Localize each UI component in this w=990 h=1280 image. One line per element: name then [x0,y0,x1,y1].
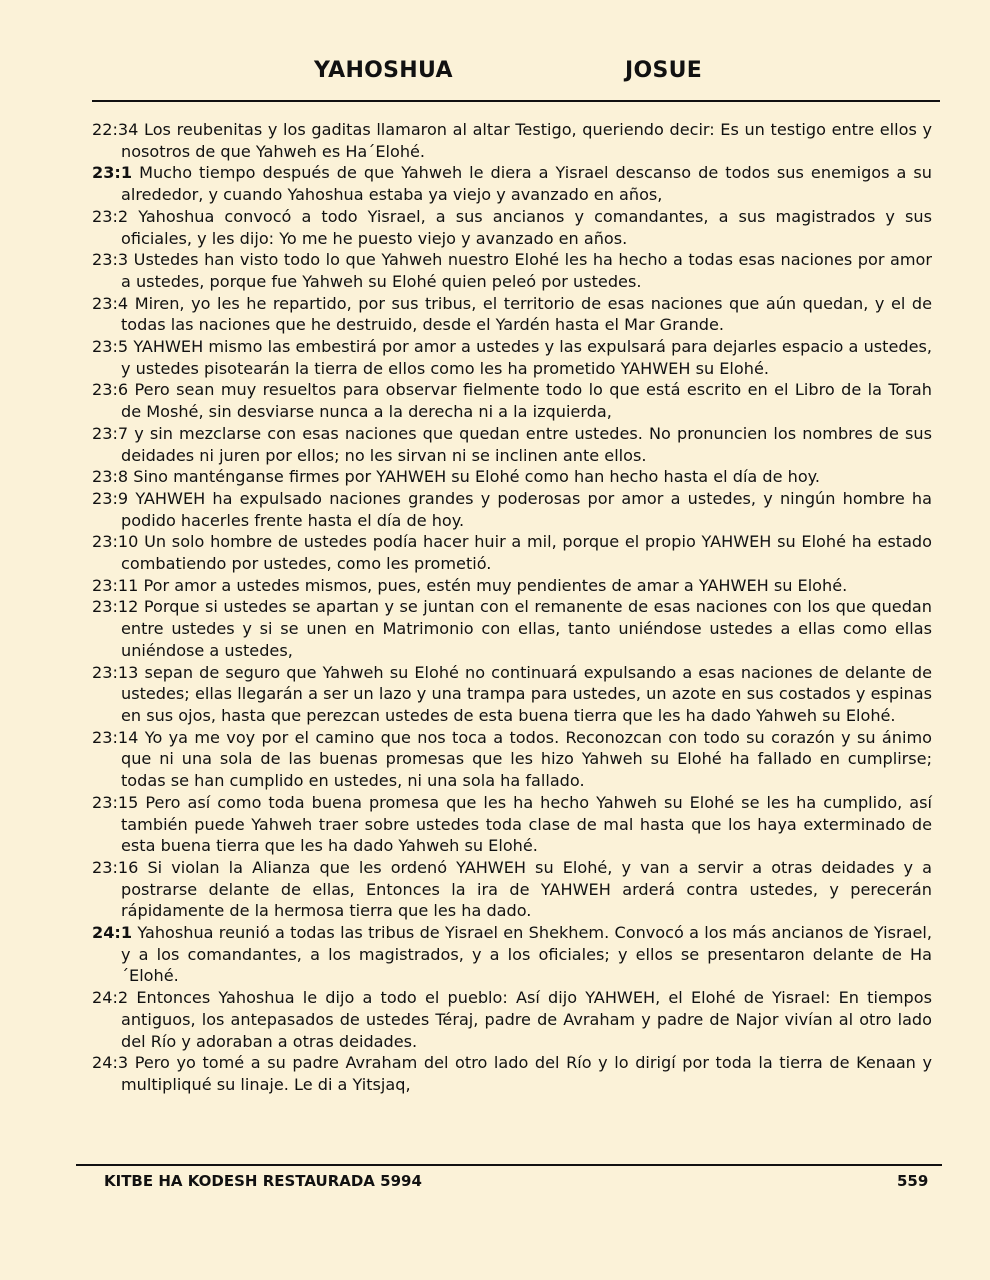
verse-text: Los reubenitas y los gaditas llamaron al altar Testigo, queriendo decir: Es un testigo entre ellos y nosotros de que Yahweh es Ha´Elohé. [121,120,932,161]
verse-text: YAHWEH ha expulsado naciones grandes y poderosas por amor a ustedes, y ningún hombre ha podido hacerles frente hasta el día de hoy. [121,488,932,530]
verse-reference: 23:16 [92,857,139,877]
verse-reference: 23:12 [92,597,139,617]
verse [92,727,932,792]
verse-reference: 24:3 [92,1053,129,1073]
verse [92,596,932,661]
verse [92,206,932,249]
verse-text: Si violan la Alianza que les ordenó YAHWEH su Elohé, y van a servir a otras deidades y a postrarse delante de ellas, Entonces la ira de YAHWEH arderá contra ustedes, y perecerán rápidamente de la hermosa tierra que les ha dado. [121,857,932,921]
verse-text: Por amor a ustedes mismos, pues, estén muy pendientes de amar a YAHWEH su Elohé. [143,575,848,595]
verse-text: Yahoshua reunió a todas las tribus de Yisrael en Shekhem. Convocó a los más ancianos de Yisrael, y a los comandantes, a los magistrados, y a los oficiales; y ellos se presentaron delante de Ha´Elohé. [121,923,932,986]
header-rule [92,100,940,102]
verse-list [92,119,932,1096]
verse [92,662,932,727]
verse-reference: 23:11 [92,575,139,595]
verse-text: Pero sean muy resueltos para observar fielmente todo lo que está escrito en el Libro de la Torah de Moshé, sin desviarse nunca a la derecha ni a la izquierda, [121,380,932,422]
verse-reference: 23:6 [92,380,129,400]
verse-text: Pero así como toda buena promesa que les ha hecho Yahweh su Elohé se les ha cumplido, así también puede Yahweh traer sobre ustedes toda clase de mal hasta que los haya exterminado de esta buena tierra que les ha dado Yahweh su Elohé. [121,792,932,856]
verse [92,293,932,336]
verse-text: Sino manténganse firmes por YAHWEH su Elohé como han hecho hasta el día de hoy. [133,467,821,487]
verse-reference: 23:15 [92,792,139,812]
verse [92,1052,932,1095]
verse-reference: 23:10 [92,532,139,552]
verse-text: Pero yo tomé a su padre Avraham del otro lado del Río y lo dirigí por toda la tierra de Kenaan y multipliqué su linaje. Le di a Yitsjaq, [121,1053,932,1094]
verse-text: Miren, yo les he repartido, por sus tribus, el territorio de esas naciones que aún quedan, y el de todas las naciones que he destruido, desde el Yardén hasta el Mar Grande. [121,293,932,335]
verse-text: Un solo hombre de ustedes podía hacer huir a mil, porque el propio YAHWEH su Elohé ha estado combatiendo por ustedes, como les prometió. [121,532,932,574]
verse-reference: 23:8 [92,467,129,487]
verse [92,379,932,422]
verse [92,575,932,597]
verse [92,792,932,857]
verse [92,336,932,379]
verse-text: Mucho tiempo después de que Yahweh le diera a Yisrael descanso de todos sus enemigos a su alrededor, y cuando Yahoshua estaba ya viejo y avanzado en años, [121,163,932,205]
verse [92,162,932,205]
verse-text: YAHWEH mismo las embestirá por amor a ustedes y las expulsará para dejarles espacio a ustedes, y ustedes pisotearán la tierra de ellos como les ha prometido YAHWEH su Elohé. [121,337,932,378]
verse-reference: 23:14 [92,727,139,747]
verse-text: Yo ya me voy por el camino que nos toca a todos. Reconozcan con todo su corazón y su ánimo que ni una sola de las buenas promesas que les hizo Yahweh su Elohé ha fallado en cumplirse; todas se han cumplido en ustedes, ni una sola ha fallado. [121,727,932,791]
verse-reference: 22:34 [92,120,139,139]
header-book-spanish: JOSUE [625,58,703,83]
verse [92,249,932,292]
footer-rule [76,1164,942,1166]
verse-reference: 23:9 [92,488,129,508]
verse-text: sepan de seguro que Yahweh su Elohé no continuará expulsando a esas naciones de delante de ustedes; ellas llegarán a ser un lazo y una trampa para ustedes, un azote en sus costados y espinas en sus ojos, hasta que perezcan ustedes de esta buena tierra que les ha dado Yahweh su Elohé. [121,662,932,725]
verse [92,922,932,987]
verse-reference: 23:3 [92,250,129,270]
header-book-hebrew: YAHOSHUA [314,58,453,83]
verse-reference: 24:1 [92,923,133,943]
verse [92,531,932,574]
verse-text: y sin mezclarse con esas naciones que quedan entre ustedes. No pronuncien los nombres de sus deidades ni juren por ellos; no les sirvan ni se inclinen ante ellos. [121,423,932,465]
running-header [92,58,940,98]
verse-reference: 24:2 [92,988,129,1008]
verse [92,488,932,531]
verse-reference: 23:7 [92,423,129,443]
verse [92,119,932,162]
verse-text: Porque si ustedes se apartan y se juntan con el remanente de esas naciones con los que quedan entre ustedes y si se unen en Matrimonio con ellas, tanto uniéndose ustedes a ellas como ellas uniéndose a ustedes, [121,597,932,660]
verse-reference: 23:4 [92,293,129,313]
verse-reference: 23:2 [92,206,129,226]
verse-text: Ustedes han visto todo lo que Yahweh nuestro Elohé les ha hecho a todas esas naciones por amor a ustedes, porque fue Yahweh su Elohé quien peleó por ustedes. [121,250,932,291]
page-number: 559 [897,1172,929,1190]
verse-reference: 23:5 [92,337,129,357]
verse [92,466,932,488]
footer-edition: KITBE HA KODESH RESTAURADA 5994 [104,1172,422,1190]
verse-reference: 23:1 [92,163,133,183]
verse [92,857,932,922]
verse-text: Entonces Yahoshua le dijo a todo el pueblo: Así dijo YAHWEH, el Elohé de Yisrael: En tiempos antiguos, los antepasados de ustedes Téraj, padre de Avraham y padre de Najor vivían al otro lado del Río y adoraban a otras deidades. [121,988,932,1051]
verse [92,987,932,1052]
verse [92,423,932,466]
verse-reference: 23:13 [92,662,139,682]
verse-text: Yahoshua convocó a todo Yisrael, a sus ancianos y comandantes, a sus magistrados y sus oficiales, y les dijo: Yo me he puesto viejo y avanzado en años. [121,206,932,248]
